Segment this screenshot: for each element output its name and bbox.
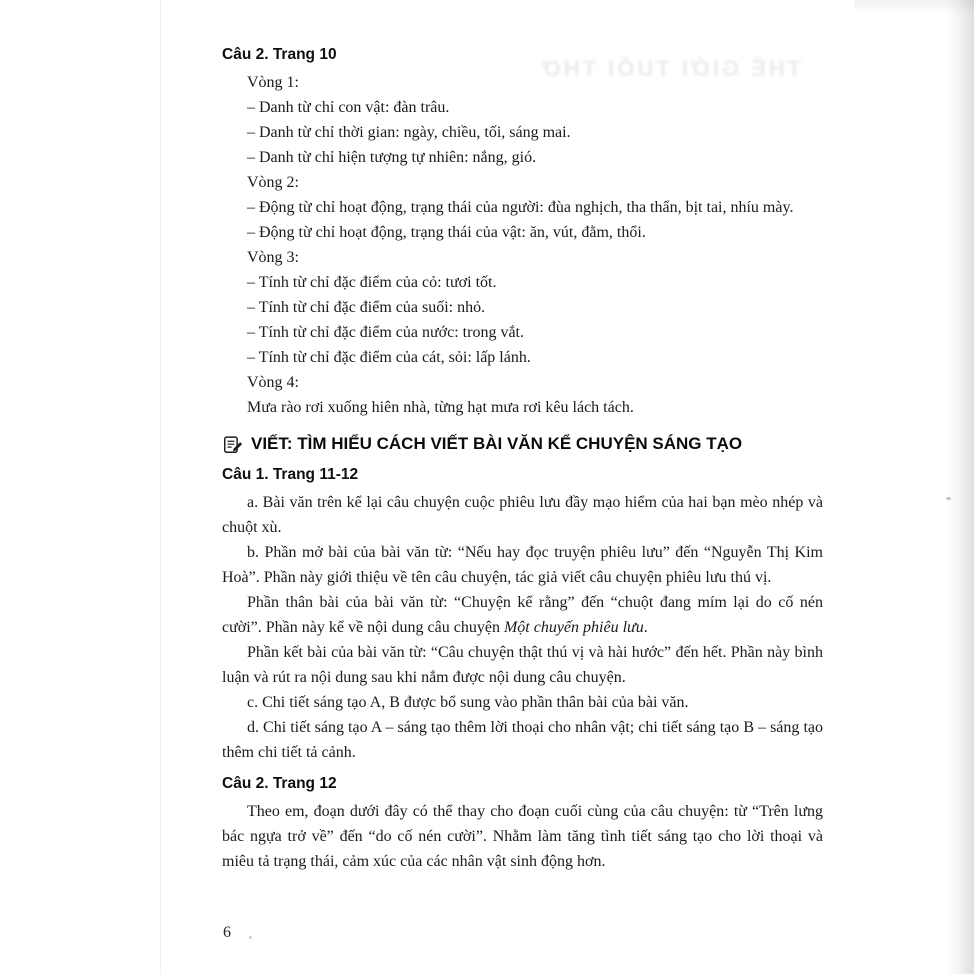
text-line: – Tính từ chỉ đặc điểm của cát, sỏi: lấp lánh. (247, 349, 531, 366)
pencil-note-icon (222, 433, 244, 455)
text-line: – Danh từ chỉ con vật: đàn trâu. (247, 99, 450, 116)
question-heading-cau2-trang12: Câu 2. Trang 12 (222, 775, 337, 792)
text-line: Vòng 3: (247, 249, 299, 266)
text-line: Vòng 4: (247, 374, 299, 391)
scan-speck (249, 936, 252, 939)
text-line: Vòng 1: (247, 74, 299, 91)
question-heading-cau1-trang11-12: Câu 1. Trang 11-12 (222, 466, 359, 483)
text-line: Mưa rào rơi xuống hiên nhà, từng hạt mưa rơi kêu lách tách. (247, 399, 634, 416)
text-line: – Tính từ chỉ đặc điểm của cỏ: tươi tốt. (247, 274, 497, 291)
paragraph-text: . (643, 619, 648, 636)
section-heading-viet (222, 432, 823, 456)
text-line: – Động từ chỉ hoạt động, trạng thái của vật: ăn, vút, đằm, thổi. (247, 224, 646, 241)
scan-corner-shadow (854, 0, 974, 14)
text-line: – Động từ chỉ hoạt động, trạng thái của người: đùa nghịch, tha thẩn, bịt tai, nhíu mày. (247, 199, 794, 216)
page-text-column (222, 44, 823, 874)
page-number: 6 (223, 924, 231, 941)
paragraph-than-bai (222, 590, 823, 640)
paragraph-d: d. Chi tiết sáng tạo A – sáng tạo thêm lời thoại cho nhân vật; chi tiết sáng tạo B – sáng tạo thêm chi tiết tả cảnh. (222, 719, 823, 761)
section-title: VIẾT: TÌM HIỂU CÁCH VIẾT BÀI VĂN KỂ CHUYỆN SÁNG TẠO (251, 434, 743, 453)
paragraph-b: b. Phần mở bài của bài văn từ: “Nếu hay đọc truyện phiêu lưu” đến “Nguyễn Thị Kim Hoà”. Phần này giới thiệu về tên câu chuyện, tác giả viết câu chuyện phiêu lưu thú vị. (222, 544, 823, 586)
scan-edge-shadow (946, 0, 974, 974)
book-title-italic: Một chuyến phiêu lưu (503, 619, 644, 636)
scan-speck (946, 497, 951, 500)
paragraph-a: a. Bài văn trên kể lại câu chuyện cuộc phiêu lưu đầy mạo hiểm của hai bạn mèo nhép và chuột xù. (222, 494, 823, 536)
text-line: – Danh từ chỉ thời gian: ngày, chiều, tối, sáng mai. (247, 124, 571, 141)
question-heading-cau2-trang10: Câu 2. Trang 10 (222, 46, 337, 63)
scan-gutter-line (160, 0, 161, 974)
text-line: – Danh từ chỉ hiện tượng tự nhiên: nắng, gió. (247, 149, 537, 166)
text-line: Vòng 2: (247, 174, 299, 191)
text-line: – Tính từ chỉ đặc điểm của suối: nhỏ. (247, 299, 486, 316)
paragraph-c: c. Chi tiết sáng tạo A, B được bổ sung vào phần thân bài của bài văn. (247, 694, 689, 711)
bleed-through-text: THẾ GIỚI TUỔI THƠ (538, 56, 802, 81)
paragraph-text: Phần thân bài của bài văn từ: “Chuyện kể rằng” đến “chuột đang mím lại do cố nén cười”. Phần này kể về nội dung câu chuyện (222, 594, 823, 636)
paragraph-ket-bai: Phần kết bài của bài văn từ: “Câu chuyện thật thú vị và hài hước” đến hết. Phần này bình luận và rút ra nội dung sau khi nắm được nội dung câu chuyện. (222, 644, 823, 686)
paragraph-theo-em: Theo em, đoạn dưới đây có thể thay cho đoạn cuối cùng của câu chuyện: từ “Trên lưng bác ngựa trở về” đến “do cố nén cười”. Nhằm làm tăng tình tiết sáng tạo cho lời thoại và miêu tả trạng thái, cảm xúc của các nhân vật sinh động hơn. (222, 803, 823, 870)
text-line: – Tính từ chỉ đặc điểm của nước: trong vắt. (247, 324, 524, 341)
